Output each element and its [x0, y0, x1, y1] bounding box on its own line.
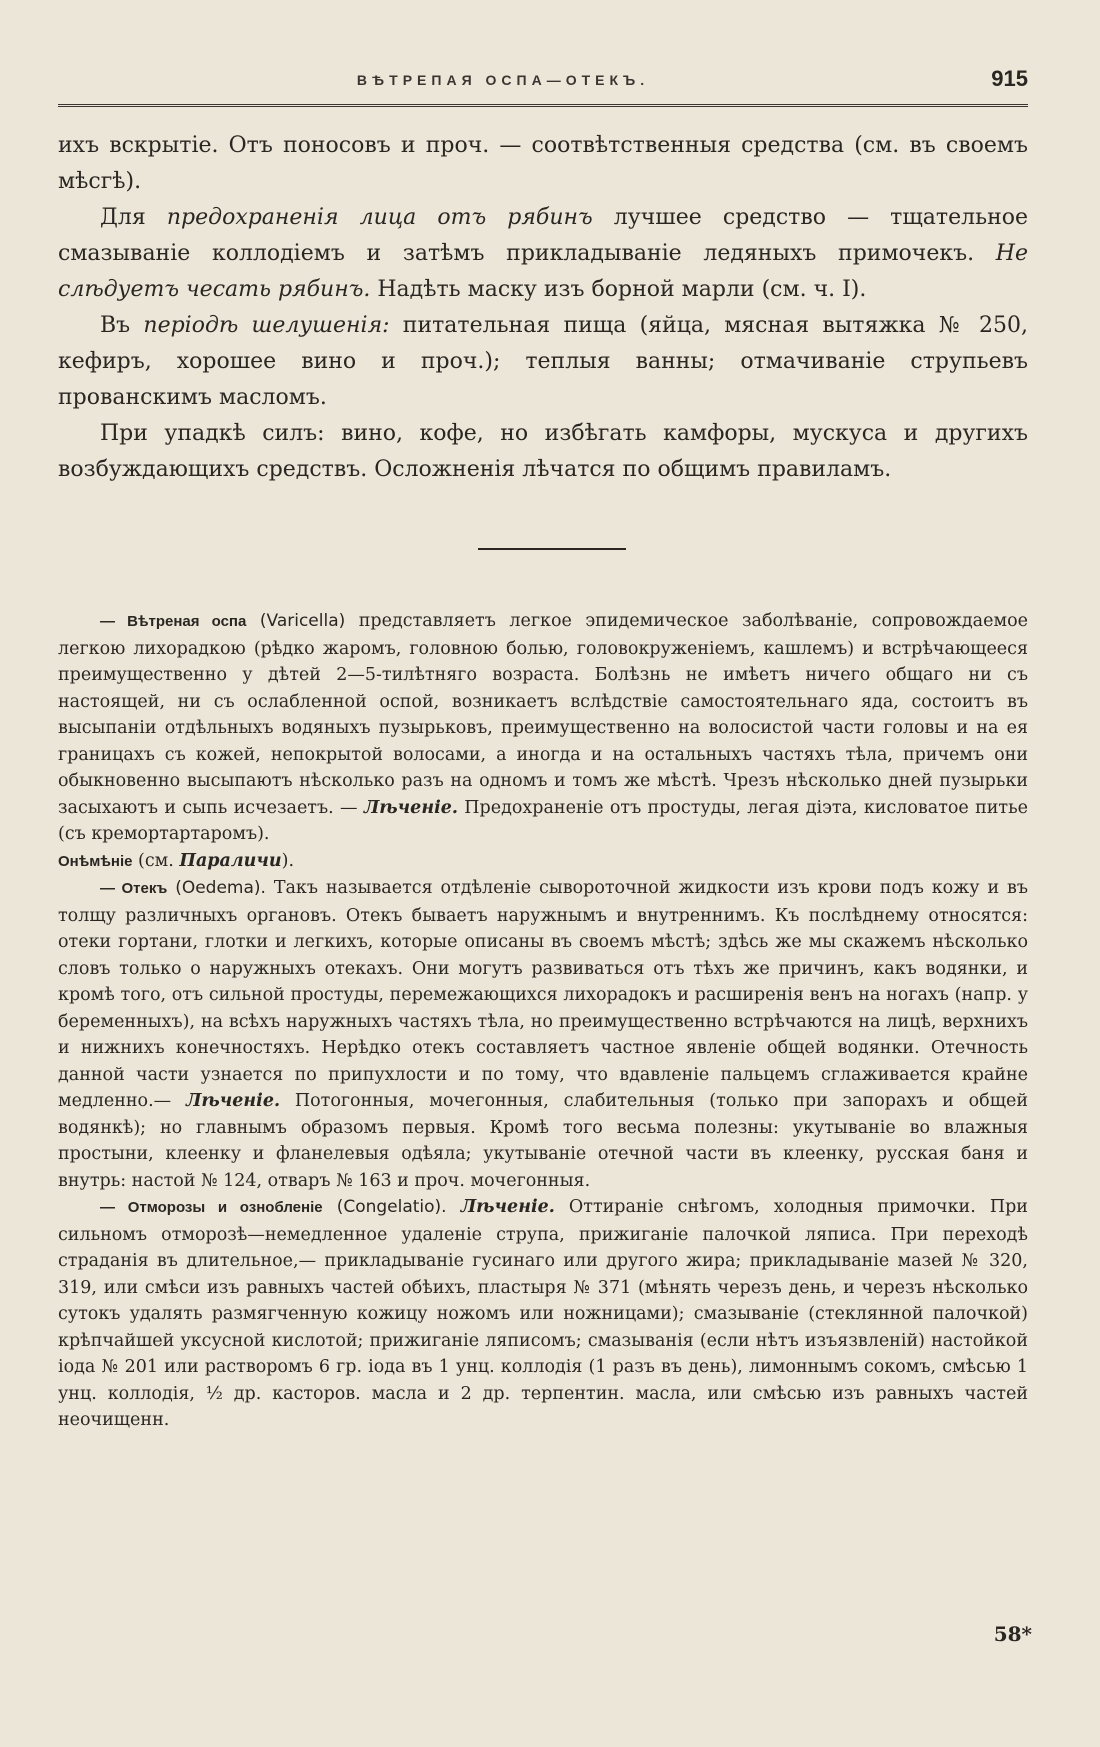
entry-term: Онѣмѣніе — [58, 852, 133, 870]
notes-section — [58, 608, 1028, 1434]
entry-text: ). — [281, 850, 295, 871]
emphasis: предохраненія лица отъ рябинъ — [166, 205, 593, 230]
entry-frostbite — [58, 1194, 1028, 1434]
entry-text: Потогонныя, мочегонныя, слабительныя (только при запорахъ и общей водянкѣ); но главнымъ образомъ первыя. Кромѣ того весьма полезны: укутываніе во влажныя простыни, клеенку и фланелевыя одѣяла; укутываніе отечной части въ клеенку, русская баня и внутрь: настой № 124, отваръ № 163 и проч. мочегонныя. — [58, 1091, 1028, 1191]
treatment-label: Лѣченіе. — [460, 1197, 555, 1217]
cross-reference: Параличи — [179, 850, 282, 871]
entry-term: — Отморозы и ознобленіе — [100, 1199, 323, 1216]
printer-signature-mark: 58* — [993, 1622, 1032, 1646]
main-text — [58, 128, 1028, 488]
entry-text: представляетъ легкое эпидемическое заболѣваніе, сопровождаемое легкою лихорадкою (рѣдко жаромъ, головною болью, головокруженіемъ, кашлемъ) и встрѣчающееся преимущественно у дѣтей 2—5-тилѣтняго возраста. Болѣзнь не имѣетъ ничего общаго ни съ настоящей, ни съ ослабленной оспой, возникаетъ вслѣдствіе самостоятельнаго яда, состоитъ въ высыпаніи отдѣльныхъ водяныхъ пузырьковъ, преимущественно на волосистой части головы и на ея границахъ съ кожей, непокрытой волосами, а иногда и на остальныхъ частяхъ тѣла, причемъ они обыкновенно высыпаютъ нѣсколько разъ на одномъ и томъ же мѣстѣ. Чрезъ нѣсколько дней пузырьки засыхаютъ и сыпь исчезаетъ. — — [58, 611, 1028, 818]
paragraph-weakness — [58, 416, 1028, 488]
paragraph-text: Надѣть маску изъ борной марли (см. ч. I). — [370, 277, 867, 302]
paragraph-text: Въ — [100, 313, 144, 338]
entry-text: Такъ называется отдѣленіе сывороточной жидкости изъ крови подъ кожу и въ толщу различныхъ органовъ. Отекъ бываетъ наружнымъ и внутреннимъ. Къ послѣднему относятся: отеки гортани, глотки и легкихъ, которые описаны въ своемъ мѣстѣ; здѣсь же мы скажемъ нѣсколько словъ только о наружныхъ отекахъ. Они могутъ развиваться отъ тѣхъ же причинъ, какъ водянки, и кромѣ того, отъ сильной простуды, перемежающихся лихорадокъ и расширенія венъ на ногахъ (напр. у беременныхъ), на всѣхъ наружныхъ частяхъ тѣла, но преимущественно встрѣчаются на лицѣ, верхнихъ и нижнихъ конечностяхъ. Нерѣдко отекъ составляетъ частное явленіе общей водянки. Отечность данной части узнается по припухлости и по тому, что вдавленіе пальцемъ сглаживается крайне медленно.— — [58, 878, 1028, 1111]
paragraph-text: питательная пища (яйца, мясная вытяжка № 250, кефиръ, хорошее вино и проч.); теплыя ванны; отмачиваніе струпьевъ прованскимъ масломъ. — [58, 313, 1028, 410]
latin-term: (Congelatio). — [336, 1197, 447, 1217]
treatment-label: Лѣченіе. — [363, 797, 458, 818]
entry-text: Предохраненіе отъ простуды, легая діэта, кисловатое питье (съ кремортартаромъ). — [58, 797, 1028, 844]
paragraph-text: При упадкѣ силъ: вино, кофе, но избѣгать камфоры, мускуса и другихъ возбуждающихъ средствъ. Осложненія лѣчатся по общимъ правиламъ. — [58, 421, 1028, 482]
paragraph-text: Для — [100, 205, 167, 230]
section-divider — [478, 548, 626, 550]
running-header — [58, 64, 1028, 107]
page-number: 915 — [991, 66, 1028, 91]
latin-term: (Varicella) — [259, 611, 346, 631]
entry-term: — Отекъ — [100, 880, 168, 897]
latin-term: (Oedema). — [175, 878, 266, 898]
entry-text: Оттираніе снѣгомъ, холодныя примочки. При сильномъ отморозѣ—немедленное удаленіе струпа, прижиганіе палочкой ляписа. При переходѣ страданія въ длительное,— прикладываніе гусинаго или другого жира; прикладываніе мазей № 320, 319, или смѣси изъ равныхъ частей обѣихъ, пластыря № 371 (мѣнять черезъ день, и черезъ нѣсколько сутокъ удалять размягченную кожицу ножомъ или ножницами); смазываніе (стеклянной палочкой) крѣпчайшей уксусной кислотой; прижиганіе ляписомъ; смазыванія (если нѣтъ изъязвленій) настойкой іода № 201 или растворомъ 6 гр. іода въ 1 унц. коллодія (1 разъ въ день), лимоннымъ сокомъ, смѣсью 1 унц. коллодія, ½ др. касторов. масла и 2 др. терпентин. масла, или смѣсью изъ равныхъ частей неочищенн. — [58, 1197, 1028, 1430]
emphasis: періодѣ шелушенія: — [143, 313, 390, 338]
entry-text: (см. — [132, 850, 180, 871]
running-title: ВѢТРЕПАЯ ОСПА—ОТЕКЪ. — [356, 72, 650, 88]
paragraph-text: ихъ вскрытіе. Отъ поносовъ и проч. — соотвѣтственныя средства (см. въ своемъ мѣсгѣ). — [58, 133, 1028, 194]
paragraph-text: лучшее средство — тщательное смазываніе коллодіемъ и затѣмъ прикладываніе ледяныхъ примочекъ. — [58, 205, 1028, 266]
entry-numbness — [58, 848, 1028, 876]
treatment-label: Лѣченіе. — [185, 1091, 281, 1111]
entry-varicella — [58, 608, 1028, 848]
paragraph-peeling — [58, 308, 1028, 416]
paragraph-prevention — [58, 200, 1028, 308]
entry-term: — Вѣтреная оспа — [100, 613, 247, 630]
paragraph-continuation — [58, 128, 1028, 200]
emphasis: Не слѣдуетъ чесать рябинъ. — [58, 241, 1028, 302]
entry-oedema — [58, 875, 1028, 1194]
